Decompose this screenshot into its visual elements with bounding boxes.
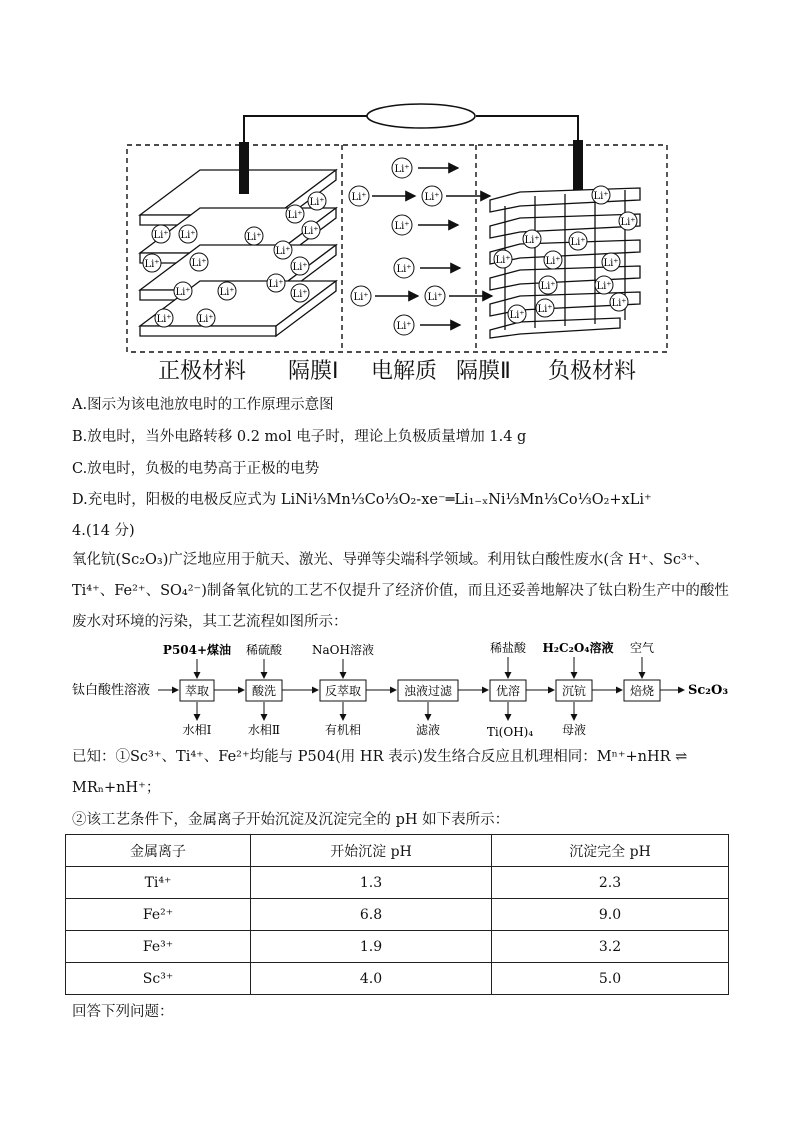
- ion: [349, 186, 369, 206]
- step-box-5: [490, 680, 526, 701]
- label-electrolyte: 电解质: [371, 359, 438, 384]
- svg-text:Li⁺: Li⁺: [540, 281, 556, 292]
- ion: [539, 276, 557, 294]
- ion: [523, 230, 541, 248]
- ion: [569, 232, 587, 250]
- svg-text:Li⁺: Li⁺: [427, 292, 443, 303]
- ion: [595, 276, 613, 294]
- process-flow: [0, 636, 794, 746]
- option-b: B.放电时，当外电路转移 0.2 mol 电子时，理论上负极质量增加 1.4 g: [72, 429, 527, 445]
- svg-text:浊液过滤: 浊液过滤: [403, 684, 453, 698]
- svg-text:焙烧: 焙烧: [629, 684, 655, 698]
- svg-text:Li⁺: Li⁺: [180, 230, 196, 241]
- ion: [190, 253, 208, 271]
- table-header: 沉淀完全 pH: [492, 835, 729, 867]
- step-box-3: [320, 680, 366, 701]
- output-4: 滤液: [415, 723, 441, 737]
- output-1: 水相Ⅰ: [182, 723, 212, 737]
- ion: [291, 284, 309, 302]
- table-header-row: [66, 835, 729, 867]
- label-cathode-material: 正极材料: [158, 359, 247, 384]
- ion: [619, 212, 637, 230]
- table-cell: 2.3: [492, 867, 729, 899]
- ion: [425, 286, 445, 306]
- label-anode-material: 负极材料: [548, 359, 637, 384]
- battery-diagram-svg: [0, 0, 794, 360]
- label-separator-1: 隔膜Ⅰ: [288, 359, 339, 384]
- svg-text:Li⁺: Li⁺: [596, 281, 612, 292]
- input-5: H₂C₂O₄溶液: [542, 641, 614, 655]
- output-3: 有机相: [324, 723, 362, 737]
- svg-text:Li⁺: Li⁺: [287, 210, 303, 221]
- input-1: P504+煤油: [162, 643, 232, 657]
- svg-text:Li⁺: Li⁺: [198, 314, 214, 325]
- svg-text:Li⁺: Li⁺: [396, 321, 412, 332]
- ion: [179, 225, 197, 243]
- ion: [274, 241, 292, 259]
- table-cell: 1.3: [251, 867, 492, 899]
- ion: [544, 251, 562, 269]
- table-cell: 6.8: [251, 899, 492, 931]
- svg-text:Li⁺: Li⁺: [394, 221, 410, 232]
- table-cell: Fe²⁺: [66, 899, 251, 931]
- svg-text:Li⁺: Li⁺: [268, 279, 284, 290]
- table-cell: 3.2: [492, 931, 729, 963]
- table-row: [66, 963, 729, 995]
- table-cell: Sc³⁺: [66, 963, 251, 995]
- table-cell: 4.0: [251, 963, 492, 995]
- input-6: 空气: [629, 641, 655, 655]
- cathode-rod: [239, 142, 249, 194]
- ion: [602, 253, 620, 271]
- table-cell: 9.0: [492, 899, 729, 931]
- step-box-6: [556, 680, 592, 701]
- flow-start: 钛白酸性溶液: [72, 683, 151, 698]
- ion: [155, 309, 173, 327]
- svg-text:Li⁺: Li⁺: [593, 191, 609, 202]
- ion: [508, 305, 526, 323]
- ion: [302, 221, 320, 239]
- table-cell: Ti⁴⁺: [66, 867, 251, 899]
- ion: [291, 257, 309, 275]
- input-4: 稀盐酸: [489, 641, 527, 655]
- step-box-4: [398, 680, 458, 701]
- output-5: Ti(OH)₄: [486, 725, 534, 739]
- ion: [286, 205, 304, 223]
- svg-text:Li⁺: Li⁺: [351, 192, 367, 203]
- input-3: NaOH溶液: [312, 643, 374, 657]
- electrolyte-ions: [349, 158, 492, 335]
- step-box-2: [246, 680, 282, 701]
- svg-text:沉钪: 沉钪: [561, 684, 587, 698]
- output-2: 水相Ⅱ: [247, 723, 281, 737]
- anode-rod: [573, 140, 583, 194]
- ion: [152, 225, 170, 243]
- answer-prompt: 回答下列问题：: [72, 1004, 174, 1020]
- table-cell: Fe³⁺: [66, 931, 251, 963]
- svg-text:Li⁺: Li⁺: [191, 258, 207, 269]
- svg-text:Li⁺: Li⁺: [509, 310, 525, 321]
- option-a: A.图示为该电池放电时的工作原理示意图: [72, 397, 334, 413]
- label-separator-2: 隔膜Ⅱ: [456, 359, 511, 384]
- svg-text:Li⁺: Li⁺: [156, 314, 172, 325]
- known-2: ②该工艺条件下，金属离子开始沉淀及沉淀完全的 pH 如下表所示：: [72, 812, 510, 828]
- ion: [392, 215, 412, 235]
- svg-text:Li⁺: Li⁺: [292, 289, 308, 300]
- svg-text:Li⁺: Li⁺: [246, 232, 262, 243]
- step-box-7: [624, 680, 660, 701]
- ion: [394, 315, 414, 335]
- ion: [267, 274, 285, 292]
- known-1-line-2: MRₙ+nH⁺；: [72, 780, 161, 796]
- svg-text:Li⁺: Li⁺: [394, 164, 410, 175]
- question-number: 4.(14 分): [72, 523, 135, 539]
- svg-text:萃取: 萃取: [184, 684, 210, 698]
- svg-text:Li⁺: Li⁺: [424, 192, 440, 203]
- svg-text:Li⁺: Li⁺: [353, 292, 369, 303]
- svg-text:Li⁺: Li⁺: [175, 287, 191, 298]
- ion: [536, 299, 554, 317]
- step-box-1: [180, 680, 214, 701]
- ion: [610, 293, 628, 311]
- svg-text:Li⁺: Li⁺: [611, 298, 627, 309]
- svg-text:Li⁺: Li⁺: [545, 256, 561, 267]
- battery-diagram: [0, 0, 794, 395]
- svg-text:Li⁺: Li⁺: [144, 259, 160, 270]
- ion: [422, 186, 442, 206]
- known-1-line-1: 已知：①Sc³⁺、Ti⁴⁺、Fe²⁺均能与 P504(用 HR 表示)发生络合反应且机理相同：Mⁿ⁺+nHR ⇌: [72, 749, 688, 765]
- table-cell: 5.0: [492, 963, 729, 995]
- ph-table: [65, 834, 729, 995]
- svg-text:Li⁺: Li⁺: [524, 235, 540, 246]
- input-2: 稀硫酸: [245, 643, 283, 657]
- question-intro: 氧化钪(Sc₂O₃)广泛地应用于航天、激光、导弹等尖端科学领域。利用钛白酸性废水(含 H⁺、Sc³⁺、Ti⁴⁺、Fe²⁺、SO₄²⁻)制备氧化钪的工艺不仅提升了经济价值，而且还妥善地解决了钛白粉生产中的酸性废水对环境的污染，其工艺流程如图所示：: [72, 552, 729, 630]
- ion: [197, 309, 215, 327]
- svg-text:反萃取: 反萃取: [324, 684, 362, 698]
- table-row: [66, 931, 729, 963]
- svg-text:Li⁺: Li⁺: [396, 264, 412, 275]
- ion: [392, 158, 412, 178]
- ion: [218, 282, 236, 300]
- svg-text:酸洗: 酸洗: [251, 684, 277, 698]
- ion: [308, 192, 326, 210]
- output-6: 母液: [561, 723, 587, 737]
- ion: [394, 258, 414, 278]
- svg-text:Li⁺: Li⁺: [309, 197, 325, 208]
- ion: [494, 250, 512, 268]
- svg-text:Li⁺: Li⁺: [620, 217, 636, 228]
- table-cell: 1.9: [251, 931, 492, 963]
- table-header: 金属离子: [66, 835, 251, 867]
- ion: [592, 186, 610, 204]
- ion: [351, 286, 371, 306]
- table-row: [66, 899, 729, 931]
- flow-end: Sc₂O₃: [688, 683, 729, 698]
- svg-text:优溶: 优溶: [495, 684, 521, 698]
- table-header: 开始沉淀 pH: [251, 835, 492, 867]
- option-c: C.放电时，负极的电势高于正极的电势: [72, 461, 320, 477]
- svg-text:Li⁺: Li⁺: [275, 246, 291, 257]
- svg-text:Li⁺: Li⁺: [292, 262, 308, 273]
- process-flow-svg: [0, 636, 794, 746]
- svg-text:Li⁺: Li⁺: [153, 230, 169, 241]
- svg-text:Li⁺: Li⁺: [495, 255, 511, 266]
- ion: [174, 282, 192, 300]
- svg-text:Li⁺: Li⁺: [219, 287, 235, 298]
- svg-text:Li⁺: Li⁺: [570, 237, 586, 248]
- ion: [245, 227, 263, 245]
- svg-text:Li⁺: Li⁺: [603, 258, 619, 269]
- svg-text:Li⁺: Li⁺: [303, 226, 319, 237]
- table-row: [66, 867, 729, 899]
- option-d: D.充电时，阳极的电极反应式为 LiNi⅓Mn⅓Co⅓O₂-xe⁻═Li₁₋ₓNi⅓Mn⅓Co⅓O₂+xLi⁺: [72, 492, 652, 508]
- svg-text:Li⁺: Li⁺: [537, 304, 553, 315]
- load-ellipse: [367, 104, 475, 128]
- ion: [143, 254, 161, 272]
